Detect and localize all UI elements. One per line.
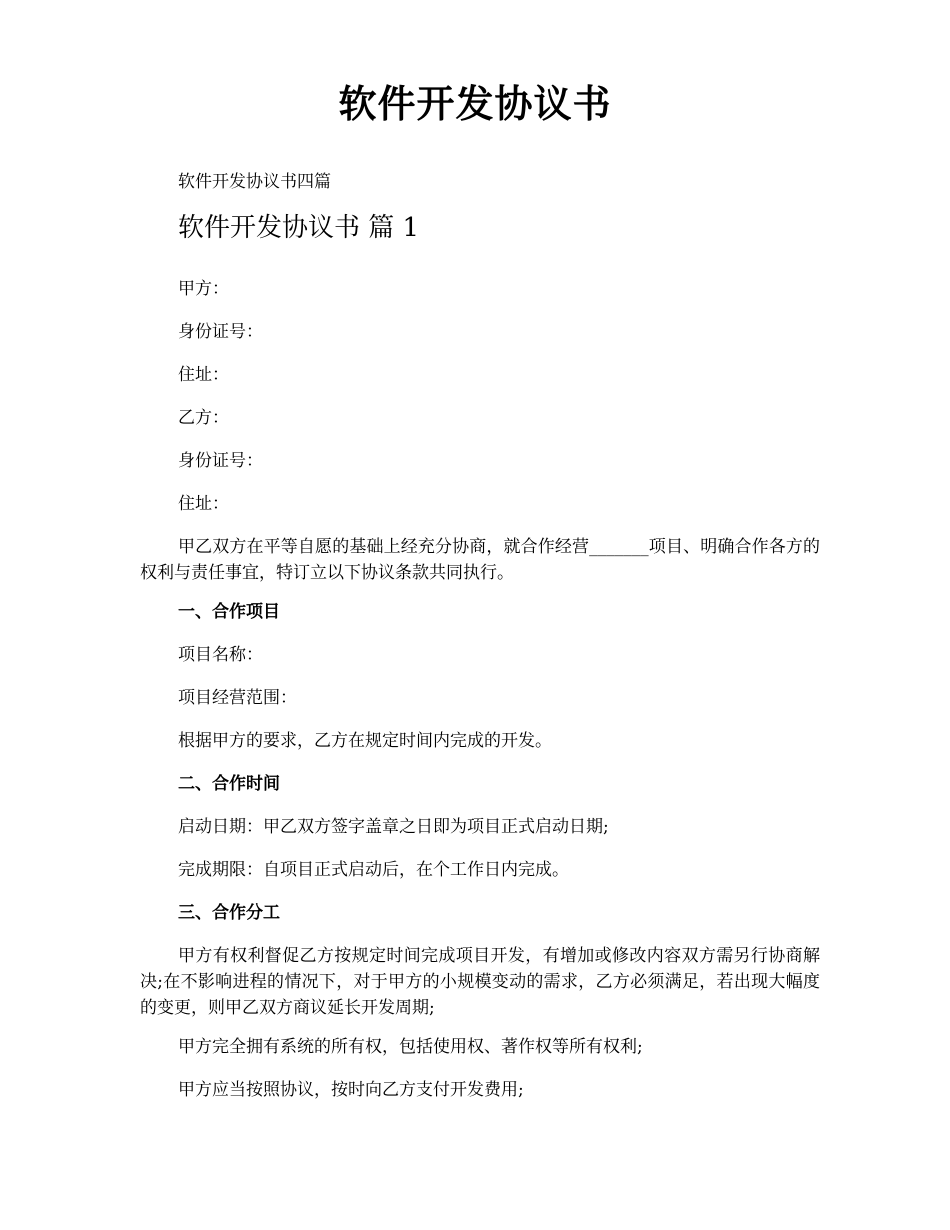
document-title: 软件开发协议书	[338, 81, 612, 126]
project-name-field: 项目名称：	[178, 645, 263, 665]
party-a-id-field: 身份证号：	[178, 322, 263, 342]
start-date-clause: 启动日期：甲乙双方签字盖章之日即为项目正式启动日期;	[178, 817, 609, 837]
party-a-address-field: 住址：	[178, 365, 229, 385]
party-a-field: 甲方：	[178, 279, 229, 299]
division-paragraph-2: 甲方完全拥有系统的所有权，包括使用权、著作权等所有权利;	[178, 1037, 643, 1057]
party-b-address-field: 住址：	[178, 494, 229, 514]
intro-paragraph: 甲乙双方在平等自愿的基础上经充分协商，就合作经营_______项目、明确合作各方的权利与责任事宜，特订立以下协议条款共同执行。	[140, 537, 820, 583]
heading-division-of-work: 三、合作分工	[178, 903, 280, 923]
completion-period-clause: 完成期限：自项目正式启动后，在个工作日内完成。	[178, 860, 569, 880]
project-scope-field: 项目经营范围：	[178, 688, 297, 708]
project-requirement: 根据甲方的要求，乙方在规定时间内完成的开发。	[178, 731, 552, 751]
document-subtitle: 软件开发协议书四篇	[178, 172, 331, 192]
division-paragraph-1: 甲方有权利督促乙方按规定时间完成项目开发，有增加或修改内容双方需另行协商解决;在不影响进程的情况下，对于甲方的小规模变动的需求，乙方必须满足，若出现大幅度的变更，则甲乙双方商议延长开发周期;	[140, 946, 820, 1018]
division-paragraph-3: 甲方应当按照协议，按时向乙方支付开发费用;	[178, 1080, 524, 1100]
heading-cooperation-project: 一、合作项目	[178, 602, 280, 622]
party-b-id-field: 身份证号：	[178, 451, 263, 471]
heading-cooperation-time: 二、合作时间	[178, 774, 280, 794]
party-b-field: 乙方：	[178, 408, 229, 428]
section-title: 软件开发协议书 篇 1	[178, 213, 420, 243]
